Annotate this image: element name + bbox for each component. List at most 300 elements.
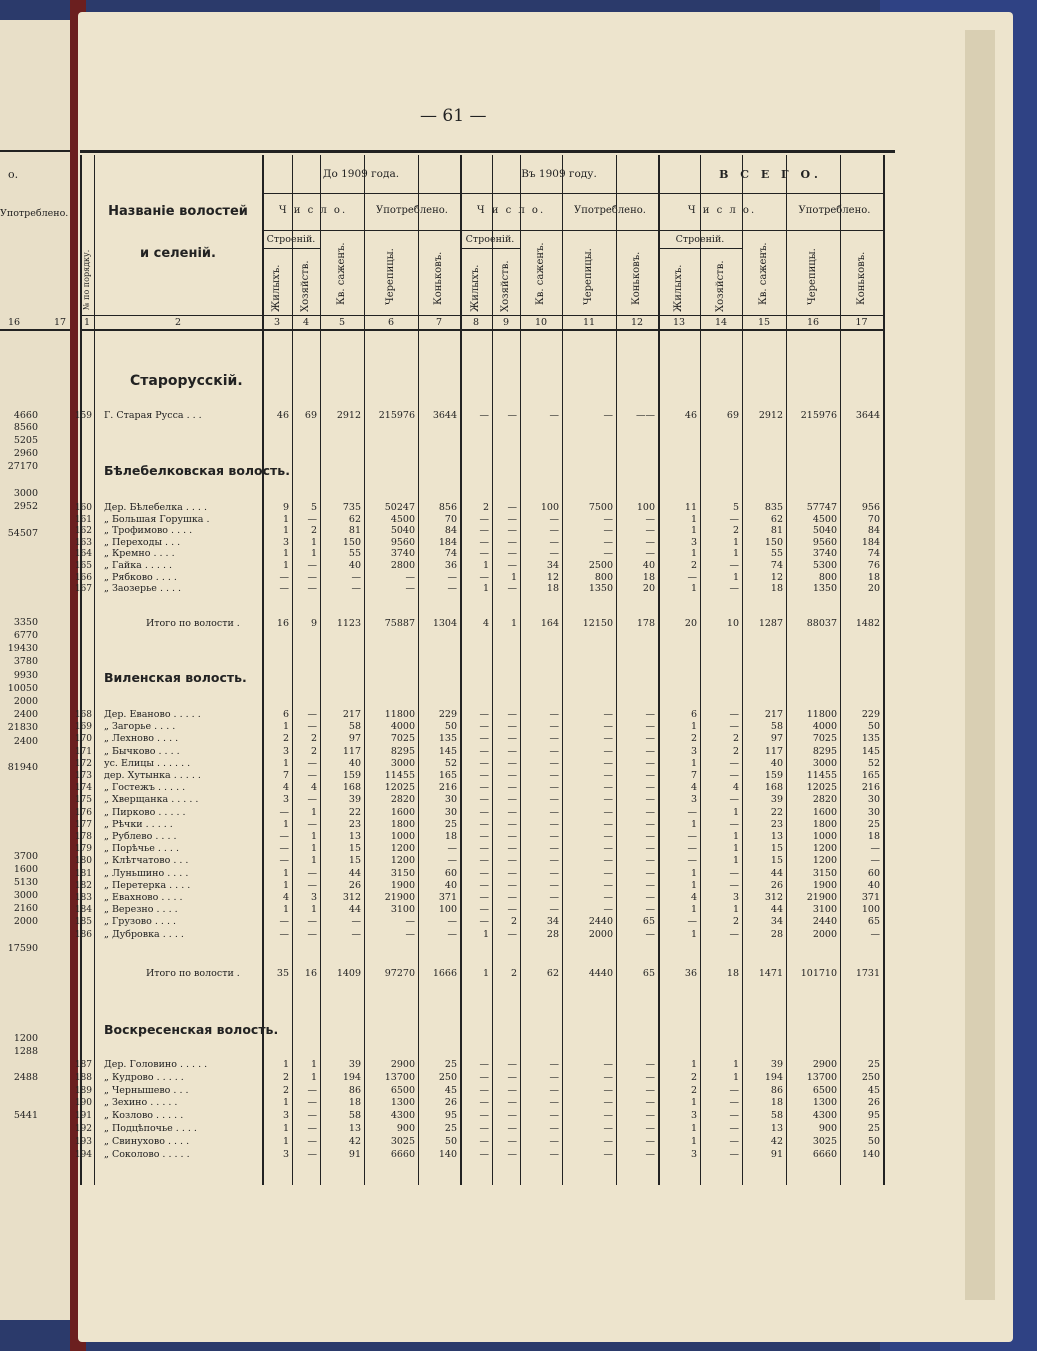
row-value: — — [645, 1084, 655, 1096]
row-number: 171 — [74, 746, 92, 757]
row-value: 3000 — [390, 757, 415, 769]
row-value: 1 — [282, 757, 289, 769]
sub-rule — [460, 230, 658, 231]
row-value: 184 — [861, 536, 880, 548]
row-value: — — [645, 721, 655, 733]
row-value: 1 — [732, 806, 739, 818]
row-value: — — [405, 583, 415, 595]
row-value: 35 — [276, 968, 289, 979]
page-edge — [965, 30, 995, 1300]
vertical-header: Жилыхъ. — [673, 264, 684, 312]
row-name: „ Переходы . . . — [104, 536, 181, 548]
row-value: 2440 — [588, 916, 613, 928]
row-value: — — [549, 548, 559, 560]
row-value: 1300 — [390, 1097, 415, 1109]
row-value: — — [507, 843, 517, 855]
row-value: 91 — [348, 1148, 361, 1160]
row-value: 58 — [770, 1110, 783, 1122]
row-value: 1 — [310, 1071, 317, 1083]
row-value: — — [405, 916, 415, 928]
row-value: — — [479, 1135, 489, 1147]
row-value: — — [307, 867, 317, 879]
row-number: 176 — [74, 807, 92, 818]
row-value: 76 — [867, 560, 880, 571]
row-value: — — [507, 745, 517, 757]
row-value: — — [479, 1110, 489, 1122]
row-value: — — [549, 843, 559, 855]
row-value: — — [687, 571, 697, 583]
vertical-header: Черепицы. — [385, 248, 396, 305]
row-value: — — [549, 1097, 559, 1109]
row-value: — — [729, 513, 739, 525]
row-value: 10 — [726, 618, 739, 629]
row-value: 52 — [867, 757, 880, 769]
row-value: 21900 — [384, 892, 415, 903]
row-value: — — [645, 904, 655, 916]
row-value: 11800 — [806, 709, 837, 720]
vertical-header: Коньковъ. — [433, 251, 444, 305]
row-value: — — [549, 536, 559, 548]
column-rule — [320, 155, 321, 1185]
row-value: 4000 — [812, 721, 837, 733]
row-value: — — [479, 1123, 489, 1134]
group-header: В С Е Г О. — [719, 168, 822, 181]
row-value: 44 — [348, 867, 361, 879]
left-value: 54507 — [7, 528, 38, 539]
row-value: 1 — [482, 968, 489, 979]
left-value: 5130 — [13, 877, 38, 888]
row-value: 2 — [510, 916, 517, 928]
group-rule — [658, 193, 883, 194]
row-value: — — [549, 770, 559, 781]
row-number: 172 — [74, 758, 92, 769]
row-value: — — [549, 831, 559, 842]
row-number: 187 — [74, 1060, 92, 1070]
column-rule — [658, 155, 660, 1185]
row-value: — — [729, 879, 739, 891]
row-value: 3 — [690, 1110, 697, 1122]
row-value: — — [603, 794, 613, 806]
row-value: 2900 — [812, 1059, 837, 1070]
row-value: — — [603, 513, 613, 525]
row-value: 2 — [482, 502, 489, 513]
row-value: 42 — [348, 1135, 361, 1147]
row-name: „ Рябково . . . . — [104, 571, 177, 583]
row-value: 1 — [690, 513, 697, 525]
column-rule — [562, 155, 563, 1185]
row-value: 4300 — [390, 1110, 415, 1122]
row-value: — — [507, 560, 517, 571]
row-value: — — [729, 721, 739, 733]
row-value: — — [603, 410, 613, 421]
row-value: 2 — [732, 525, 739, 537]
row-value: 55 — [770, 548, 783, 560]
row-value: — — [507, 1148, 517, 1160]
order-header: № по порядку. — [82, 249, 91, 310]
row-value: 1 — [282, 904, 289, 916]
row-value: 800 — [594, 571, 613, 583]
row-value: 6 — [282, 709, 289, 720]
row-value: 1000 — [390, 831, 415, 842]
row-value: 74 — [770, 560, 783, 571]
row-value: — — [645, 525, 655, 537]
row-value: — — [479, 571, 489, 583]
row-value: 1 — [282, 818, 289, 830]
row-number: 192 — [74, 1124, 92, 1134]
row-value: — — [603, 1148, 613, 1160]
column-number: 6 — [387, 317, 395, 328]
row-value: 45 — [867, 1084, 880, 1096]
column-rule — [460, 155, 462, 1185]
row-value: — — [603, 770, 613, 781]
sub-rule — [262, 230, 460, 231]
row-value: 165 — [438, 770, 457, 781]
row-value: — — [307, 757, 317, 769]
row-value: 16 — [304, 968, 317, 979]
left-value: 4660 — [13, 410, 38, 421]
row-value: — — [507, 721, 517, 733]
row-value: — — [549, 1135, 559, 1147]
row-value: 1 — [282, 525, 289, 537]
row-value: — — [549, 904, 559, 916]
row-value: 178 — [636, 618, 655, 629]
row-value: — — [507, 806, 517, 818]
group-rule — [460, 193, 658, 194]
row-name: „ Евахново . . . . — [104, 892, 183, 903]
row-value: 18 — [546, 583, 559, 595]
row-value: — — [507, 928, 517, 940]
row-value: 5 — [310, 502, 317, 513]
row-value: 1 — [732, 536, 739, 548]
row-value: 2000 — [812, 928, 837, 940]
row-value: 12 — [546, 571, 559, 583]
column-rule — [292, 155, 293, 1185]
row-value: 250 — [438, 1071, 457, 1083]
row-value: 150 — [342, 536, 361, 548]
row-value: 1000 — [812, 831, 837, 842]
group-header: До 1909 года. — [322, 168, 400, 180]
row-value: 65 — [642, 968, 655, 979]
row-value: — — [479, 525, 489, 537]
row-value: 39 — [348, 1059, 361, 1070]
row-value: 900 — [396, 1123, 415, 1134]
row-value: 74 — [867, 548, 880, 560]
row-value: — — [603, 525, 613, 537]
row-name: „ Чернышево . . . — [104, 1084, 189, 1096]
row-value: — — [645, 831, 655, 842]
row-value: — — [729, 1097, 739, 1109]
left-value: 5441 — [13, 1110, 38, 1121]
row-value: 3 — [282, 536, 289, 548]
row-value: 46 — [684, 410, 697, 421]
row-value: 2 — [282, 733, 289, 745]
row-value: — — [645, 855, 655, 867]
row-value: — — [549, 879, 559, 891]
row-value: 1 — [282, 879, 289, 891]
row-value: — — [307, 1084, 317, 1096]
row-value: 1200 — [390, 843, 415, 855]
row-value: 13 — [348, 831, 361, 842]
section-title: Виленская волость. — [104, 670, 247, 685]
row-value: 1 — [732, 843, 739, 855]
row-value: — — [603, 843, 613, 855]
left-value: 1600 — [13, 864, 38, 875]
row-value: — — [549, 1084, 559, 1096]
row-value: — — [479, 410, 489, 421]
row-value: — — [279, 583, 289, 595]
row-value: — — [729, 1110, 739, 1122]
row-value: — — [479, 843, 489, 855]
left-value: 81940 — [7, 762, 38, 773]
row-value: 2000 — [588, 928, 613, 940]
row-value: — — [307, 916, 317, 928]
row-value: 100 — [438, 904, 457, 916]
vertical-header: Хозяйств. — [500, 260, 511, 312]
row-value: — — [307, 1110, 317, 1122]
row-value: 26 — [444, 1097, 457, 1109]
row-value: 2 — [510, 968, 517, 979]
row-value: 3 — [282, 1110, 289, 1122]
row-value: — — [507, 548, 517, 560]
left-value: 6770 — [13, 630, 38, 641]
row-value: 86 — [770, 1084, 783, 1096]
row-value: 2 — [282, 1071, 289, 1083]
row-value: 40 — [348, 560, 361, 571]
row-value: 1 — [482, 928, 489, 940]
row-value: — — [603, 721, 613, 733]
row-value: 18 — [642, 571, 655, 583]
row-value: 5040 — [390, 525, 415, 537]
left-value: 3700 — [13, 851, 38, 862]
row-name: „ Соколово . . . . . — [104, 1148, 190, 1160]
row-value: — — [447, 855, 457, 867]
column-number: 17 — [855, 317, 868, 328]
row-value: 3100 — [390, 904, 415, 916]
vertical-header: Кв. саженъ. — [535, 242, 546, 305]
row-value: 215976 — [378, 410, 415, 421]
column-number: 12 — [630, 317, 644, 328]
row-name: Итого по волости . — [146, 618, 240, 629]
row-value: — — [307, 560, 317, 571]
row-value: — — [645, 892, 655, 903]
row-value: 69 — [726, 410, 739, 421]
row-name: „ Зехино . . . . . — [104, 1097, 178, 1109]
row-value: 1 — [310, 806, 317, 818]
column-number: 16 — [806, 317, 820, 328]
row-value: — — [549, 1110, 559, 1122]
column-rule — [616, 155, 617, 1185]
row-value: 1 — [690, 867, 697, 879]
row-value: 45 — [444, 1084, 457, 1096]
row-value: 95 — [444, 1110, 457, 1122]
left-value: 2400 — [13, 709, 38, 720]
row-value: 7 — [690, 770, 697, 781]
row-value: 84 — [867, 525, 880, 537]
column-number: 10 — [534, 317, 548, 328]
row-value: 20 — [867, 583, 880, 595]
row-value: 7 — [282, 770, 289, 781]
row-value: 12025 — [384, 782, 415, 794]
row-number: 183 — [74, 893, 92, 903]
row-value: — — [603, 782, 613, 794]
row-value: — — [279, 916, 289, 928]
group-rule — [262, 193, 460, 194]
row-value: — — [307, 879, 317, 891]
row-number: 165 — [74, 561, 92, 571]
row-value: — — [351, 916, 361, 928]
left-col-number: 16 — [8, 317, 21, 328]
vertical-header: Кв. саженъ. — [336, 242, 347, 305]
row-value: 60 — [444, 867, 457, 879]
row-number: 167 — [74, 584, 92, 595]
column-number: 8 — [472, 317, 480, 328]
row-value: — — [507, 757, 517, 769]
row-value: 165 — [861, 770, 880, 781]
row-value: 20 — [684, 618, 697, 629]
row-name: Г. Старая Русса . . . — [104, 410, 202, 421]
row-value: 12025 — [806, 782, 837, 794]
chislo-header: Ч и с л о. — [476, 205, 546, 216]
left-value: 9930 — [13, 670, 38, 681]
row-value: 2 — [310, 525, 317, 537]
table-top-rule — [80, 150, 895, 153]
row-value: 1482 — [855, 618, 880, 629]
row-value: 135 — [861, 733, 880, 745]
row-value: 7025 — [812, 733, 837, 745]
row-value: 312 — [764, 892, 783, 903]
row-value: 3 — [310, 892, 317, 903]
row-value: — — [549, 1071, 559, 1083]
row-value: 1 — [510, 618, 517, 629]
row-value: 194 — [764, 1071, 783, 1083]
row-value: — — [870, 843, 880, 855]
row-value: — — [479, 745, 489, 757]
row-value: — — [729, 928, 739, 940]
row-value: — — [603, 757, 613, 769]
row-value: — — [479, 879, 489, 891]
row-value: 4300 — [812, 1110, 837, 1122]
row-value: — — [479, 721, 489, 733]
row-value: — — [549, 513, 559, 525]
row-value: 23 — [770, 818, 783, 830]
row-value: — — [279, 571, 289, 583]
row-value: 1350 — [812, 583, 837, 595]
row-value: 1 — [482, 583, 489, 595]
row-value: 7500 — [588, 502, 613, 513]
stroeniy-header: Строеній. — [675, 234, 725, 245]
row-value: — — [645, 1071, 655, 1083]
row-name: Дер. Еваново . . . . . — [104, 709, 201, 720]
row-value: — — [479, 831, 489, 842]
row-value: — — [479, 513, 489, 525]
table-header-rule-2 — [80, 329, 883, 331]
row-value: 1350 — [588, 583, 613, 595]
row-value: 145 — [438, 745, 457, 757]
row-value: 3025 — [390, 1135, 415, 1147]
vertical-header: Черепицы. — [807, 248, 818, 305]
row-value: 6500 — [812, 1084, 837, 1096]
row-value: 1900 — [812, 879, 837, 891]
row-value: — — [603, 879, 613, 891]
row-value: 1800 — [812, 818, 837, 830]
row-value: — — [307, 1135, 317, 1147]
row-value: 36 — [444, 560, 457, 571]
row-value: 13 — [770, 831, 783, 842]
row-value: — — [479, 892, 489, 903]
row-value: — — [645, 513, 655, 525]
row-value: 1304 — [432, 618, 457, 629]
left-value: 3780 — [13, 656, 38, 667]
row-value: 1 — [690, 1123, 697, 1134]
row-value: 3 — [282, 794, 289, 806]
row-value: 28 — [770, 928, 783, 940]
row-number: 189 — [74, 1085, 92, 1096]
row-value: 159 — [342, 770, 361, 781]
row-value: 1666 — [432, 968, 457, 979]
column-rule — [840, 155, 841, 1185]
row-value: 250 — [861, 1071, 880, 1083]
row-value: — — [507, 709, 517, 720]
row-value: 100 — [540, 502, 559, 513]
row-value: 1 — [732, 548, 739, 560]
row-value: 25 — [444, 818, 457, 830]
row-value: 3 — [690, 536, 697, 548]
row-value: 1 — [510, 571, 517, 583]
row-value: — — [447, 583, 457, 595]
row-value: — — [645, 928, 655, 940]
sub-rule — [460, 248, 520, 249]
row-number: 168 — [74, 710, 92, 720]
row-name: „ Заозерье . . . . — [104, 583, 182, 595]
row-value: 50 — [867, 1135, 880, 1147]
row-value: — — [479, 794, 489, 806]
row-value: — — [645, 879, 655, 891]
row-number: 162 — [74, 526, 92, 537]
row-value: 44 — [770, 867, 783, 879]
left-value: 27170 — [7, 461, 38, 472]
row-value: — — [603, 1123, 613, 1134]
row-value: 70 — [444, 513, 457, 525]
row-name: „ Трофимово . . . . — [104, 525, 193, 537]
left-header: о. — [8, 168, 19, 181]
row-value: — — [729, 709, 739, 720]
row-value: — — [507, 583, 517, 595]
row-value: 4 — [690, 892, 697, 903]
row-value: 1 — [690, 1097, 697, 1109]
row-value: — — [645, 536, 655, 548]
row-value: — — [645, 548, 655, 560]
row-value: 9560 — [390, 536, 415, 548]
row-value: 2900 — [390, 1059, 415, 1070]
row-value: 5300 — [812, 560, 837, 571]
row-value: 2820 — [812, 794, 837, 806]
row-value: — — [645, 757, 655, 769]
row-value: 70 — [867, 513, 880, 525]
row-value: — — [549, 733, 559, 745]
row-value: 229 — [438, 709, 457, 720]
row-value: — — [603, 745, 613, 757]
row-value: — — [479, 916, 489, 928]
row-value: — — [351, 571, 361, 583]
row-name: „ Рублево . . . . — [104, 831, 177, 842]
name-header: Названіе волостей — [108, 204, 248, 219]
row-value: — — [603, 831, 613, 842]
row-value: 97270 — [384, 968, 415, 979]
row-value: — — [279, 806, 289, 818]
row-value: 3740 — [390, 548, 415, 560]
row-value: — — [307, 709, 317, 720]
row-value: 22 — [348, 806, 361, 818]
